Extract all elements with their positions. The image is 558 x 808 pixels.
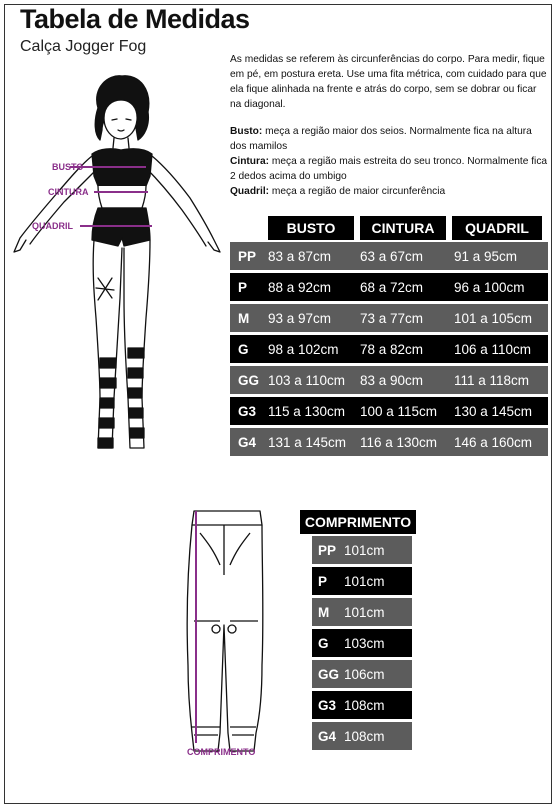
size-cell: M	[238, 310, 250, 326]
table-row	[230, 242, 548, 270]
cintura-cell: 73 a 77cm	[360, 310, 424, 326]
cintura-instruction	[230, 154, 548, 184]
pants-illustration	[180, 505, 270, 765]
cintura-figure-label: CINTURA	[48, 187, 89, 197]
table-row	[312, 629, 412, 657]
size-cell: PP	[318, 542, 337, 558]
comprimento-header: COMPRIMENTO	[300, 510, 416, 534]
size-cell: G4	[318, 728, 337, 744]
length-cell: 101cm	[344, 604, 385, 620]
cintura-instruction-label: Cintura:	[230, 156, 270, 167]
length-cell: 101cm	[344, 542, 385, 558]
table-row	[312, 536, 412, 564]
size-cell: G4	[238, 434, 257, 450]
cintura-header: CINTURA	[360, 216, 446, 240]
length-cell: 101cm	[344, 573, 385, 589]
body-illustration	[0, 68, 230, 468]
length-cell: 108cm	[344, 697, 385, 713]
table-row	[230, 428, 548, 456]
table-row	[312, 660, 412, 688]
size-cell: P	[238, 279, 248, 295]
page-subtitle: Calça Jogger Fog	[20, 38, 147, 55]
table-row	[312, 722, 412, 750]
size-cell: GG	[238, 372, 260, 388]
table-row	[312, 691, 412, 719]
quadril-instruction-label: Quadril:	[230, 186, 270, 197]
busto-instruction-text: meça a região maior dos seios. Normalmente fica na altura dos mamilos	[230, 126, 532, 152]
cintura-cell: 63 a 67cm	[360, 248, 424, 264]
busto-cell: 98 a 102cm	[268, 341, 339, 357]
size-cell: G3	[238, 403, 257, 419]
busto-cell: 88 a 92cm	[268, 279, 332, 295]
cintura-cell: 100 a 115cm	[360, 403, 438, 419]
size-cell: M	[318, 604, 330, 620]
busto-cell: 83 a 87cm	[268, 248, 332, 264]
length-cell: 103cm	[344, 635, 385, 651]
comprimento-figure-label: COMPRIMENTO	[187, 747, 256, 757]
size-cell: PP	[238, 248, 257, 264]
table-row	[230, 304, 548, 332]
quadril-cell: 101 a 105cm	[454, 310, 533, 326]
quadril-instruction	[230, 184, 548, 199]
busto-header: BUSTO	[268, 216, 354, 240]
instructions	[230, 52, 548, 199]
cintura-cell: 68 a 72cm	[360, 279, 424, 295]
quadril-cell: 146 a 160cm	[454, 434, 533, 450]
quadril-header: QUADRIL	[452, 216, 542, 240]
size-cell: G3	[318, 697, 337, 713]
busto-cell: 115 a 130cm	[268, 403, 346, 419]
table-row	[230, 397, 548, 425]
measurements-table	[230, 216, 548, 464]
size-cell: GG	[318, 666, 340, 682]
length-table	[304, 510, 416, 756]
table-row	[312, 598, 412, 626]
size-cell: G	[238, 341, 249, 357]
busto-cell: 103 a 110cm	[268, 372, 346, 388]
instructions-intro: As medidas se referem às circunferências do corpo. Para medir, fique em pé, em postura ereta. Use uma fita métrica, com cuidado para que ela fique alinhada na frente e atrás do corpo, sem se dobrar ou ficar na diagonal.	[230, 54, 547, 110]
table-row	[312, 567, 412, 595]
length-cell: 108cm	[344, 728, 385, 744]
table-row	[230, 273, 548, 301]
cintura-instruction-text: meça a região mais estreita do seu tronco. Normalmente fica 2 dedos acima do umbigo	[230, 156, 548, 182]
size-cell: P	[318, 573, 328, 589]
busto-instruction-label: Busto:	[230, 126, 263, 137]
busto-instruction	[230, 124, 548, 154]
quadril-cell: 96 a 100cm	[454, 279, 525, 295]
cintura-cell: 116 a 130cm	[360, 434, 438, 450]
busto-cell: 93 a 97cm	[268, 310, 332, 326]
busto-figure-label: BUSTO	[52, 162, 84, 172]
quadril-figure-label: QUADRIL	[32, 221, 73, 231]
cintura-cell: 83 a 90cm	[360, 372, 424, 388]
cintura-cell: 78 a 82cm	[360, 341, 424, 357]
page-title: Tabela de Medidas	[20, 4, 250, 34]
quadril-cell: 111 a 118cm	[454, 372, 530, 388]
table-row	[230, 335, 548, 363]
quadril-instruction-text: meça a região de maior circunferência	[269, 186, 446, 197]
busto-cell: 131 a 145cm	[268, 434, 347, 450]
table-row	[230, 366, 548, 394]
size-cell: G	[318, 635, 329, 651]
quadril-cell: 106 a 110cm	[454, 341, 532, 357]
quadril-cell: 130 a 145cm	[454, 403, 533, 419]
quadril-cell: 91 a 95cm	[454, 248, 518, 264]
length-cell: 106cm	[344, 666, 385, 682]
